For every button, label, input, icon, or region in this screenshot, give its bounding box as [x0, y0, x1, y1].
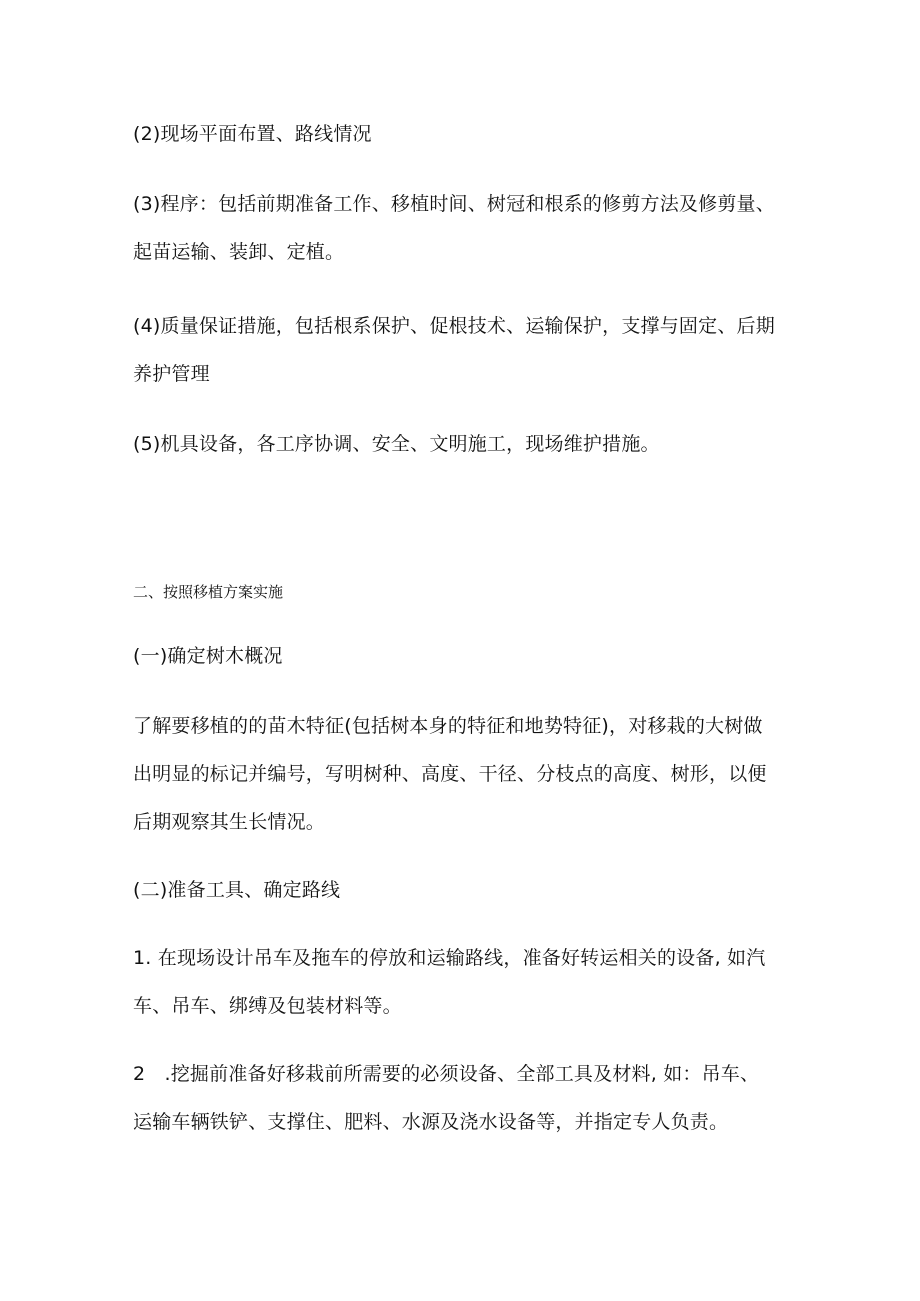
paragraph-procedure — [133, 180, 823, 276]
subsection-title-tree-overview — [133, 632, 823, 680]
text-line: 养护管理 — [133, 363, 210, 385]
section-heading: 二、按照移植方案实施 — [133, 583, 284, 601]
paragraph-equipment — [133, 420, 823, 468]
text-line: 运输车辆铁铲、支撑住、肥料、水源及浇水设备等，并指定专人负责。 — [133, 1111, 729, 1133]
paragraph-crane-route — [133, 934, 823, 1030]
text-line: 1. 在现场设计吊车及拖车的停放和运输路线，准备好转运相关的设备, 如汽 — [133, 947, 766, 969]
text-line: (4)质量保证措施，包括根系保护、促根技术、运输保护，支撑与固定、后期 — [133, 315, 775, 337]
text-line: (3)程序：包括前期准备工作、移植时间、树冠和根系的修剪方法及修剪量、 — [133, 193, 775, 215]
paragraph-site-layout — [133, 110, 823, 158]
text-line: (5)机具设备，各工序协调、安全、文明施工，现场维护措施。 — [133, 433, 660, 455]
text-line: 2 .挖掘前准备好移栽前所需要的必须设备、全部工具及材料, 如：吊车、 — [133, 1063, 760, 1085]
paragraph-digging-preparation — [133, 1050, 823, 1146]
text-line: 起苗运输、装卸、定植。 — [133, 241, 345, 263]
subsection-title-tools-route — [133, 866, 823, 914]
paragraph-tree-features — [133, 702, 823, 846]
text-line: 了解要移植的的苗木特征(包括树本身的特征和地势特征)，对移栽的大树做 — [133, 715, 763, 737]
text-line: 出明显的标记并编号，写明树种、高度、干径、分枝点的高度、树形，以便 — [133, 763, 767, 785]
text-line: (2)现场平面布置、路线情况 — [133, 123, 372, 145]
text-line: (二)准备工具、确定路线 — [133, 879, 341, 901]
text-line: (一)确定树木概况 — [133, 645, 283, 667]
text-line: 车、吊车、绑缚及包装材料等。 — [133, 995, 402, 1017]
paragraph-quality-measures — [133, 302, 823, 398]
text-line: 后期观察其生长情况。 — [133, 811, 326, 833]
